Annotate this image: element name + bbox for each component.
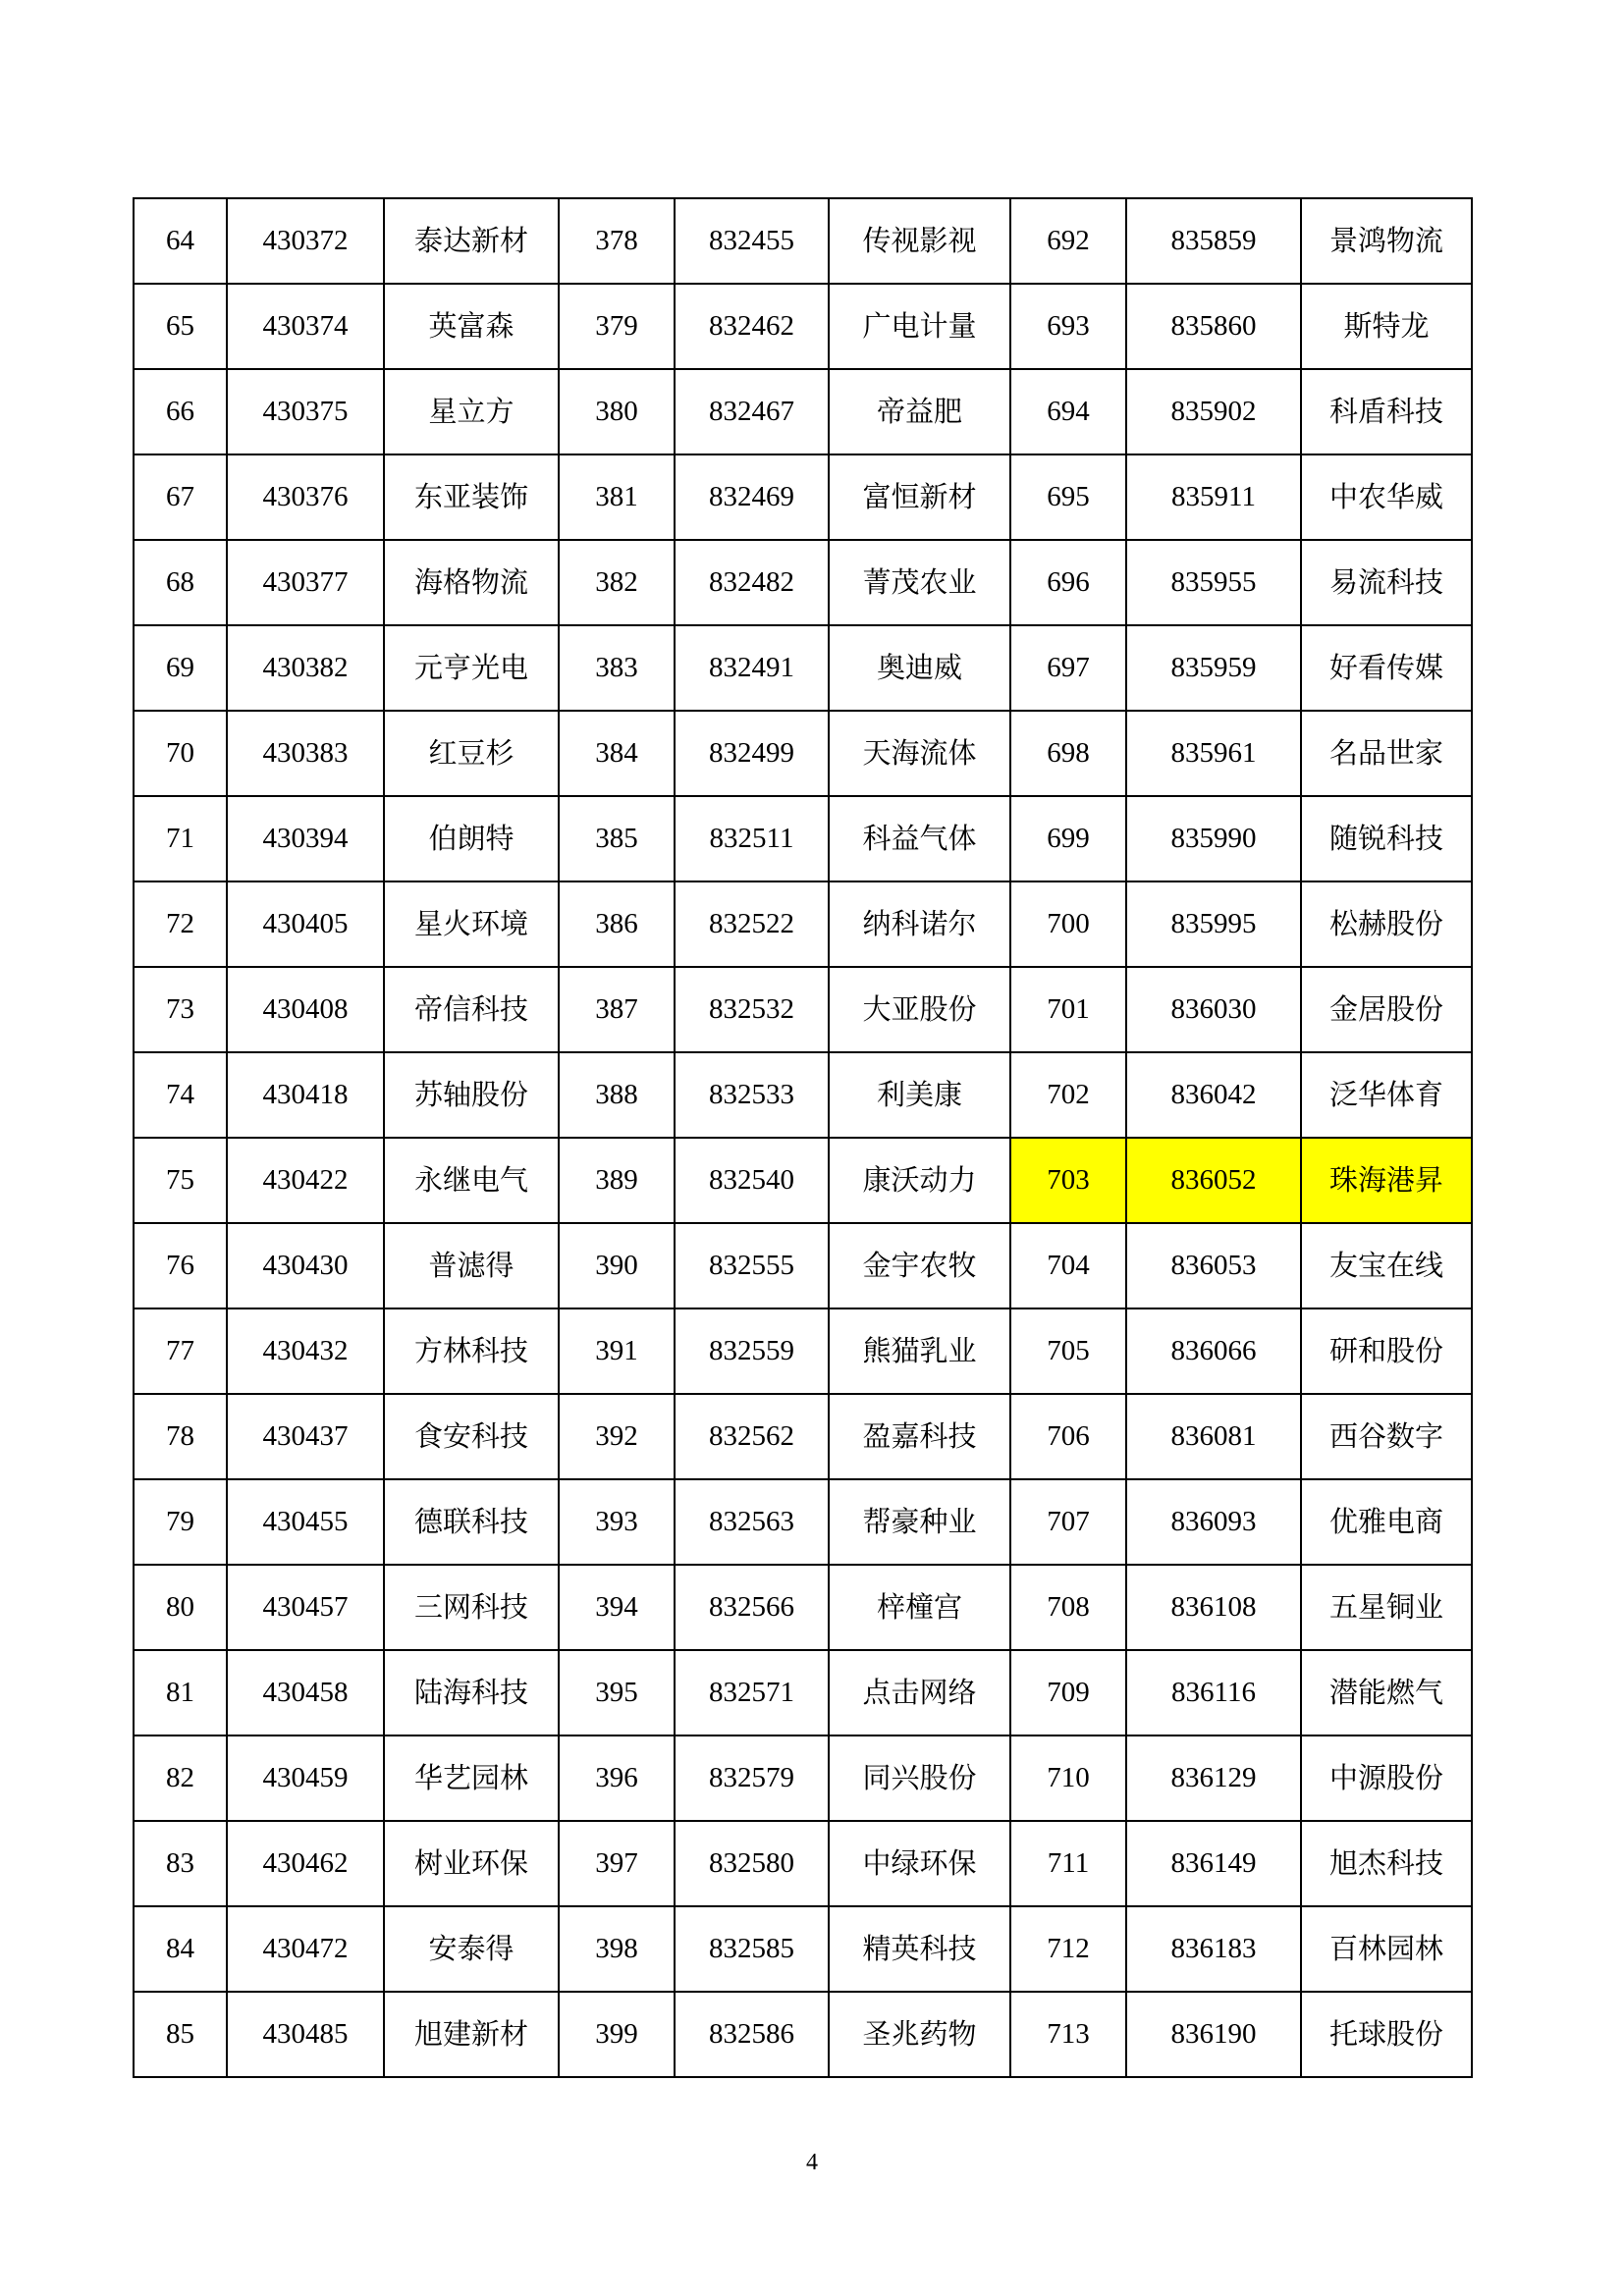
seq-cell: 68 <box>134 540 227 625</box>
table-row <box>134 1735 1472 1821</box>
name-cell: 星火环境 <box>384 881 559 967</box>
code-cell: 430383 <box>227 711 384 796</box>
seq-cell: 83 <box>134 1821 227 1906</box>
code-cell: 430377 <box>227 540 384 625</box>
name-cell: 树业环保 <box>384 1821 559 1906</box>
seq-cell: 701 <box>1010 967 1126 1052</box>
seq-cell: 381 <box>559 454 675 540</box>
seq-cell: 384 <box>559 711 675 796</box>
name-cell: 方林科技 <box>384 1308 559 1394</box>
table-row <box>134 1394 1472 1479</box>
seq-cell: 67 <box>134 454 227 540</box>
code-cell: 832579 <box>675 1735 829 1821</box>
seq-cell: 706 <box>1010 1394 1126 1479</box>
name-cell: 安泰得 <box>384 1906 559 1992</box>
seq-cell: 391 <box>559 1308 675 1394</box>
name-cell: 托球股份 <box>1301 1992 1472 2077</box>
name-cell: 富恒新材 <box>829 454 1010 540</box>
name-cell: 广电计量 <box>829 284 1010 369</box>
name-cell: 松赫股份 <box>1301 881 1472 967</box>
name-cell: 景鸿物流 <box>1301 198 1472 284</box>
name-cell: 随锐科技 <box>1301 796 1472 881</box>
name-cell: 友宝在线 <box>1301 1223 1472 1308</box>
table-row <box>134 1565 1472 1650</box>
seq-cell: 69 <box>134 625 227 711</box>
seq-cell: 699 <box>1010 796 1126 881</box>
table-row <box>134 881 1472 967</box>
code-cell: 836066 <box>1126 1308 1301 1394</box>
seq-cell: 378 <box>559 198 675 284</box>
seq-cell: 698 <box>1010 711 1126 796</box>
seq-cell: 704 <box>1010 1223 1126 1308</box>
name-cell: 五星铜业 <box>1301 1565 1472 1650</box>
table-row <box>134 967 1472 1052</box>
seq-cell: 693 <box>1010 284 1126 369</box>
seq-cell: 379 <box>559 284 675 369</box>
seq-cell: 388 <box>559 1052 675 1138</box>
name-cell: 金居股份 <box>1301 967 1472 1052</box>
seq-cell: 394 <box>559 1565 675 1650</box>
seq-cell: 71 <box>134 796 227 881</box>
page-number: 4 <box>806 2150 818 2175</box>
name-cell: 精英科技 <box>829 1906 1010 1992</box>
name-cell: 梓橦宫 <box>829 1565 1010 1650</box>
seq-cell: 382 <box>559 540 675 625</box>
seq-cell: 82 <box>134 1735 227 1821</box>
code-cell: 430408 <box>227 967 384 1052</box>
code-cell: 832555 <box>675 1223 829 1308</box>
code-cell: 430459 <box>227 1735 384 1821</box>
name-cell: 普滤得 <box>384 1223 559 1308</box>
seq-cell: 396 <box>559 1735 675 1821</box>
code-cell: 836190 <box>1126 1992 1301 2077</box>
name-cell: 名品世家 <box>1301 711 1472 796</box>
table-row <box>134 198 1472 284</box>
code-cell: 832559 <box>675 1308 829 1394</box>
seq-cell: 80 <box>134 1565 227 1650</box>
seq-cell: 695 <box>1010 454 1126 540</box>
code-cell: 832491 <box>675 625 829 711</box>
code-cell: 832532 <box>675 967 829 1052</box>
code-cell: 836116 <box>1126 1650 1301 1735</box>
code-cell: 430472 <box>227 1906 384 1992</box>
code-cell: 836108 <box>1126 1565 1301 1650</box>
code-cell: 836053 <box>1126 1223 1301 1308</box>
table-body <box>134 198 1472 2077</box>
name-cell: 中农华威 <box>1301 454 1472 540</box>
seq-cell: 65 <box>134 284 227 369</box>
seq-cell: 707 <box>1010 1479 1126 1565</box>
name-cell: 帝益肥 <box>829 369 1010 454</box>
table-row <box>134 1906 1472 1992</box>
seq-cell: 397 <box>559 1821 675 1906</box>
seq-cell: 64 <box>134 198 227 284</box>
name-cell: 东亚装饰 <box>384 454 559 540</box>
seq-cell: 395 <box>559 1650 675 1735</box>
name-cell: 盈嘉科技 <box>829 1394 1010 1479</box>
name-cell: 西谷数字 <box>1301 1394 1472 1479</box>
name-cell: 泛华体育 <box>1301 1052 1472 1138</box>
code-cell: 430375 <box>227 369 384 454</box>
code-cell: 835859 <box>1126 198 1301 284</box>
name-cell: 陆海科技 <box>384 1650 559 1735</box>
name-cell: 中源股份 <box>1301 1735 1472 1821</box>
seq-cell: 66 <box>134 369 227 454</box>
table-row <box>134 796 1472 881</box>
name-cell: 圣兆药物 <box>829 1992 1010 2077</box>
seq-cell: 386 <box>559 881 675 967</box>
table-row <box>134 369 1472 454</box>
seq-cell: 696 <box>1010 540 1126 625</box>
table-row <box>134 284 1472 369</box>
name-cell: 苏轴股份 <box>384 1052 559 1138</box>
code-cell: 836052 <box>1126 1138 1301 1223</box>
code-cell: 832467 <box>675 369 829 454</box>
seq-cell: 694 <box>1010 369 1126 454</box>
company-list-table <box>133 197 1473 2078</box>
code-cell: 832499 <box>675 711 829 796</box>
code-cell: 832580 <box>675 1821 829 1906</box>
code-cell: 430485 <box>227 1992 384 2077</box>
name-cell: 研和股份 <box>1301 1308 1472 1394</box>
name-cell: 食安科技 <box>384 1394 559 1479</box>
code-cell: 430430 <box>227 1223 384 1308</box>
seq-cell: 703 <box>1010 1138 1126 1223</box>
code-cell: 835990 <box>1126 796 1301 881</box>
seq-cell: 78 <box>134 1394 227 1479</box>
code-cell: 836042 <box>1126 1052 1301 1138</box>
seq-cell: 713 <box>1010 1992 1126 2077</box>
seq-cell: 77 <box>134 1308 227 1394</box>
table-row <box>134 1223 1472 1308</box>
code-cell: 430376 <box>227 454 384 540</box>
code-cell: 430437 <box>227 1394 384 1479</box>
seq-cell: 398 <box>559 1906 675 1992</box>
code-cell: 836093 <box>1126 1479 1301 1565</box>
name-cell: 帝信科技 <box>384 967 559 1052</box>
table-row <box>134 1479 1472 1565</box>
name-cell: 三网科技 <box>384 1565 559 1650</box>
name-cell: 德联科技 <box>384 1479 559 1565</box>
code-cell: 832562 <box>675 1394 829 1479</box>
name-cell: 科盾科技 <box>1301 369 1472 454</box>
code-cell: 430418 <box>227 1052 384 1138</box>
code-cell: 836081 <box>1126 1394 1301 1479</box>
name-cell: 斯特龙 <box>1301 284 1472 369</box>
code-cell: 832522 <box>675 881 829 967</box>
table-row <box>134 625 1472 711</box>
name-cell: 传视影视 <box>829 198 1010 284</box>
code-cell: 832563 <box>675 1479 829 1565</box>
name-cell: 菁茂农业 <box>829 540 1010 625</box>
name-cell: 海格物流 <box>384 540 559 625</box>
code-cell: 832571 <box>675 1650 829 1735</box>
code-cell: 430457 <box>227 1565 384 1650</box>
table-row <box>134 1992 1472 2077</box>
name-cell: 元亨光电 <box>384 625 559 711</box>
seq-cell: 389 <box>559 1138 675 1223</box>
name-cell: 华艺园林 <box>384 1735 559 1821</box>
name-cell: 永继电气 <box>384 1138 559 1223</box>
table-row <box>134 1052 1472 1138</box>
table-row <box>134 1308 1472 1394</box>
seq-cell: 390 <box>559 1223 675 1308</box>
seq-cell: 708 <box>1010 1565 1126 1650</box>
code-cell: 430455 <box>227 1479 384 1565</box>
table-row <box>134 1650 1472 1735</box>
seq-cell: 75 <box>134 1138 227 1223</box>
seq-cell: 81 <box>134 1650 227 1735</box>
name-cell: 泰达新材 <box>384 198 559 284</box>
code-cell: 832533 <box>675 1052 829 1138</box>
code-cell: 836149 <box>1126 1821 1301 1906</box>
seq-cell: 712 <box>1010 1906 1126 1992</box>
name-cell: 红豆杉 <box>384 711 559 796</box>
seq-cell: 697 <box>1010 625 1126 711</box>
seq-cell: 380 <box>559 369 675 454</box>
code-cell: 430422 <box>227 1138 384 1223</box>
code-cell: 832469 <box>675 454 829 540</box>
seq-cell: 709 <box>1010 1650 1126 1735</box>
seq-cell: 387 <box>559 967 675 1052</box>
name-cell: 珠海港昇 <box>1301 1138 1472 1223</box>
code-cell: 835902 <box>1126 369 1301 454</box>
seq-cell: 393 <box>559 1479 675 1565</box>
code-cell: 430394 <box>227 796 384 881</box>
name-cell: 旭杰科技 <box>1301 1821 1472 1906</box>
table-row <box>134 1138 1472 1223</box>
code-cell: 430382 <box>227 625 384 711</box>
name-cell: 点击网络 <box>829 1650 1010 1735</box>
name-cell: 纳科诺尔 <box>829 881 1010 967</box>
code-cell: 430462 <box>227 1821 384 1906</box>
name-cell: 优雅电商 <box>1301 1479 1472 1565</box>
code-cell: 832585 <box>675 1906 829 1992</box>
code-cell: 835961 <box>1126 711 1301 796</box>
seq-cell: 711 <box>1010 1821 1126 1906</box>
name-cell: 好看传媒 <box>1301 625 1472 711</box>
name-cell: 帮豪种业 <box>829 1479 1010 1565</box>
seq-cell: 74 <box>134 1052 227 1138</box>
seq-cell: 710 <box>1010 1735 1126 1821</box>
seq-cell: 700 <box>1010 881 1126 967</box>
seq-cell: 84 <box>134 1906 227 1992</box>
seq-cell: 383 <box>559 625 675 711</box>
seq-cell: 79 <box>134 1479 227 1565</box>
name-cell: 利美康 <box>829 1052 1010 1138</box>
code-cell: 430432 <box>227 1308 384 1394</box>
name-cell: 奥迪威 <box>829 625 1010 711</box>
seq-cell: 70 <box>134 711 227 796</box>
code-cell: 430458 <box>227 1650 384 1735</box>
seq-cell: 85 <box>134 1992 227 2077</box>
code-cell: 836183 <box>1126 1906 1301 1992</box>
seq-cell: 72 <box>134 881 227 967</box>
seq-cell: 692 <box>1010 198 1126 284</box>
code-cell: 832540 <box>675 1138 829 1223</box>
name-cell: 康沃动力 <box>829 1138 1010 1223</box>
seq-cell: 399 <box>559 1992 675 2077</box>
code-cell: 836030 <box>1126 967 1301 1052</box>
seq-cell: 702 <box>1010 1052 1126 1138</box>
name-cell: 同兴股份 <box>829 1735 1010 1821</box>
table-row <box>134 540 1472 625</box>
table-row <box>134 711 1472 796</box>
table-row <box>134 454 1472 540</box>
name-cell: 潜能燃气 <box>1301 1650 1472 1735</box>
name-cell: 英富森 <box>384 284 559 369</box>
seq-cell: 392 <box>559 1394 675 1479</box>
name-cell: 旭建新材 <box>384 1992 559 2077</box>
name-cell: 伯朗特 <box>384 796 559 881</box>
name-cell: 易流科技 <box>1301 540 1472 625</box>
seq-cell: 385 <box>559 796 675 881</box>
code-cell: 430374 <box>227 284 384 369</box>
code-cell: 835959 <box>1126 625 1301 711</box>
code-cell: 832566 <box>675 1565 829 1650</box>
name-cell: 星立方 <box>384 369 559 454</box>
seq-cell: 76 <box>134 1223 227 1308</box>
code-cell: 832511 <box>675 796 829 881</box>
code-cell: 832482 <box>675 540 829 625</box>
code-cell: 835860 <box>1126 284 1301 369</box>
name-cell: 熊猫乳业 <box>829 1308 1010 1394</box>
name-cell: 中绿环保 <box>829 1821 1010 1906</box>
seq-cell: 705 <box>1010 1308 1126 1394</box>
code-cell: 832586 <box>675 1992 829 2077</box>
name-cell: 大亚股份 <box>829 967 1010 1052</box>
code-cell: 832462 <box>675 284 829 369</box>
code-cell: 832455 <box>675 198 829 284</box>
name-cell: 科益气体 <box>829 796 1010 881</box>
name-cell: 金宇农牧 <box>829 1223 1010 1308</box>
code-cell: 835911 <box>1126 454 1301 540</box>
name-cell: 百林园林 <box>1301 1906 1472 1992</box>
code-cell: 430405 <box>227 881 384 967</box>
code-cell: 835955 <box>1126 540 1301 625</box>
table-row <box>134 1821 1472 1906</box>
name-cell: 天海流体 <box>829 711 1010 796</box>
code-cell: 835995 <box>1126 881 1301 967</box>
code-cell: 836129 <box>1126 1735 1301 1821</box>
code-cell: 430372 <box>227 198 384 284</box>
seq-cell: 73 <box>134 967 227 1052</box>
